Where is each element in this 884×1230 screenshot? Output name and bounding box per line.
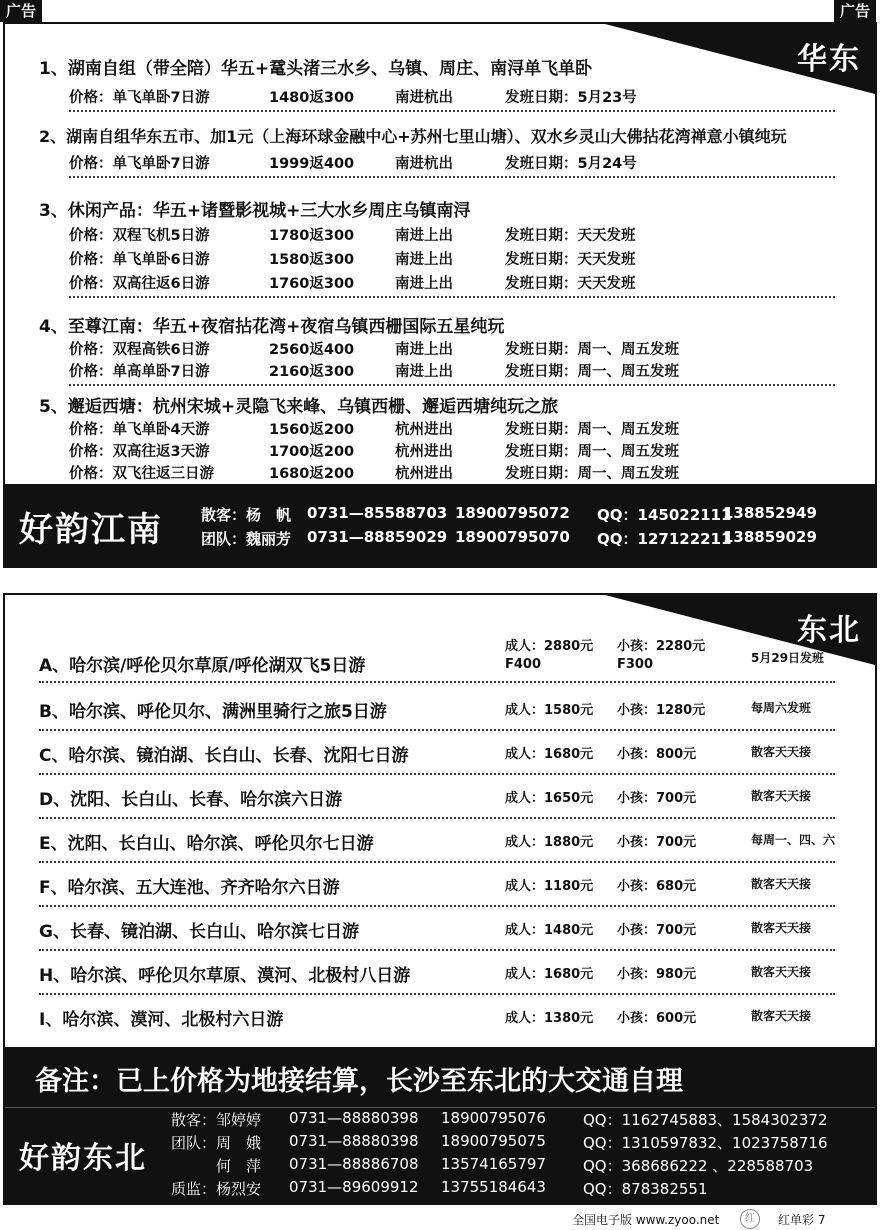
price-value: 2160返300 [269,364,355,380]
child-price: 小孩：700元 [617,835,697,850]
package-label: 价格：双程飞机5日游 [69,228,210,244]
child-price: 小孩：700元 [617,791,697,806]
departure-note: 散客天天接 [751,877,812,891]
child-price: 小孩：680元 [617,879,697,894]
qq: QQ：1162745883、1584302372 [583,1111,828,1129]
adult-return: F400 [505,657,542,672]
region-title: 东北 [797,613,861,648]
entry-exit: 南进杭出 [395,156,453,172]
route-title: B、哈尔滨、呼伦贝尔、满洲里骑行之旅5日游 [39,702,387,722]
child-price: 小孩：980元 [617,967,697,982]
ad-label-left: 广告 [0,0,42,22]
package-label: 价格：双程高铁6日游 [69,342,210,358]
brand-name: 好韵江南 [19,510,163,550]
departure-note: 散客天天接 [751,789,812,803]
entry-exit: 南进上出 [395,228,453,244]
adult-price: 成人：1580元 [505,703,594,718]
adult-price: 成人：2880元 [505,639,594,654]
package-label: 价格：双高往返3天游 [69,444,210,460]
dotted-divider [69,296,835,298]
mobile: 18900795075 [441,1132,546,1150]
departure-date: 发班日期：周一、周五发班 [505,444,679,460]
price-value: 1580返300 [269,252,355,268]
departure-note: 5月29日发班 [751,651,825,665]
contact-name: 团队：周 娥 [171,1134,262,1152]
northeast-ad [3,593,877,1205]
entry-exit: 杭州进出 [395,422,453,438]
dotted-divider [39,681,835,683]
mobile: 18900795072 [455,504,570,522]
remark-text: 备注：已上价格为地接结算，长沙至东北的大交通自理 [35,1066,683,1097]
price-value: 1999返400 [269,156,355,172]
departure-note: 散客天天接 [751,745,812,759]
qq-extra: 138852949 [723,504,817,522]
route-title: 1、湖南自组（带全陪）华五+鼋头渚三水乡、乌镇、周庄、南浔单飞单卧 [39,59,593,79]
package-label: 价格：单高单卧7日游 [69,364,210,380]
brand-name: 好韵东北 [19,1141,147,1176]
phone: 0731—88880398 [289,1109,419,1127]
departure-date: 发班日期：周一、周五发班 [505,364,679,380]
price-value: 1560返200 [269,422,355,438]
route-title: 2、湖南自组华东五市、加1元（上海环球金融中心+苏州七里山塘）、双水乡灵山大佛拈花湾禅意小镇纯玩 [39,127,787,146]
phone: 0731—88886708 [289,1155,419,1173]
departure-date: 发班日期：周一、周五发班 [505,422,679,438]
departure-date: 发班日期：周一、周五发班 [505,466,679,482]
package-label: 价格：单飞单卧6日游 [69,252,210,268]
price-value: 1700返200 [269,444,355,460]
dotted-divider [39,773,835,775]
phone: 0731—88859029 [307,528,448,546]
departure-note: 每周一、四、六 [751,833,836,847]
contact-name: 质监：杨烈安 [171,1180,262,1198]
dotted-divider [39,905,835,907]
route-title: D、沈阳、长白山、长春、哈尔滨六日游 [39,790,343,810]
east-china-ad [3,22,877,568]
adult-price: 成人：1180元 [505,879,594,894]
east-contact-footer [5,484,875,566]
adult-price: 成人：1480元 [505,923,594,938]
child-price: 小孩：600元 [617,1011,697,1026]
child-price: 小孩：2280元 [617,639,706,654]
entry-exit: 南进上出 [395,364,453,380]
qq: QQ：368686222 、228588703 [583,1157,814,1175]
entry-exit: 南进上出 [395,342,453,358]
price-value: 1680返200 [269,466,355,482]
departure-date: 发班日期：天天发班 [505,276,636,292]
package-label: 价格：双飞往返三日游 [69,466,214,482]
route-title: F、哈尔滨、五大连池、齐齐哈尔六日游 [39,878,340,898]
route-title: G、长春、镜泊湖、长白山、哈尔滨七日游 [39,922,359,942]
adult-price: 成人：1880元 [505,835,594,850]
phone: 0731—89609912 [289,1178,419,1196]
package-label: 价格：双高往返6日游 [69,276,210,292]
adult-price: 成人：1650元 [505,791,594,806]
price-value: 1780返300 [269,228,355,244]
price-value: 1480返300 [269,90,355,106]
contact-name: 团队：魏丽芳 [201,530,292,548]
dotted-divider [69,384,835,386]
dotted-divider [69,110,835,112]
departure-date: 发班日期：天天发班 [505,252,636,268]
page-number: 红单彩 7 [778,1213,826,1227]
northeast-contact-footer [5,1047,875,1203]
qq: QQ：127122211 [597,530,732,548]
entry-exit: 杭州进出 [395,444,453,460]
route-title: C、哈尔滨、镜泊湖、长白山、长春、沈阳七日游 [39,746,409,766]
dotted-divider [69,176,835,178]
dotted-divider [39,993,835,995]
route-row [5,999,875,1043]
entry-exit: 南进杭出 [395,90,453,106]
dotted-divider [39,729,835,731]
dotted-divider [39,817,835,819]
entry-exit: 杭州进出 [395,466,453,482]
route-title: H、哈尔滨、呼伦贝尔草原、漠河、北极村八日游 [39,966,411,986]
route-title: A、哈尔滨/呼伦贝尔草原/呼伦湖双飞5日游 [39,656,366,676]
route-title: 3、休闲产品：华五+诸暨影视城+三大水乡周庄乌镇南浔 [39,201,471,221]
ad-label-right: 广告 [834,0,876,22]
mobile: 18900795070 [455,528,570,546]
region-title: 华东 [797,42,861,77]
departure-date: 发班日期：天天发班 [505,228,636,244]
adult-price: 成人：1680元 [505,747,594,762]
departure-note: 散客天天接 [751,965,812,979]
child-return: F300 [617,657,654,672]
mobile: 13755184643 [441,1178,546,1196]
qq: QQ：145022111 [597,506,732,524]
mobile: 13574165797 [441,1155,546,1173]
route-title: 5、邂逅西塘：杭州宋城+灵隐飞来峰、乌镇西栅、邂逅西塘纯玩之旅 [39,397,559,417]
package-label: 价格：单飞单卧4天游 [69,422,210,438]
qq-extra: 138859029 [723,528,817,546]
adult-price: 成人：1380元 [505,1011,594,1026]
phone: 0731—85588703 [307,504,448,522]
mobile: 18900795076 [441,1109,546,1127]
package-label: 价格：单飞单卧7日游 [69,156,210,172]
route-title: E、沈阳、长白山、哈尔滨、呼伦贝尔七日游 [39,834,374,854]
route-title: I、哈尔滨、漠河、北极村六日游 [39,1010,284,1030]
entry-exit: 南进上出 [395,276,453,292]
route-title: 4、至尊江南：华五+夜宿拈花湾+夜宿乌镇西栅国际五星纯玩 [39,317,505,337]
dotted-divider [39,949,835,951]
phone: 0731—88880398 [289,1132,419,1150]
departure-note: 散客天天接 [751,1009,812,1023]
page-footer [0,1208,884,1230]
adult-price: 成人：1680元 [505,967,594,982]
departure-note: 散客天天接 [751,921,812,935]
child-price: 小孩：800元 [617,747,697,762]
dotted-divider [39,861,835,863]
qq: QQ：878382551 [583,1180,708,1198]
contact-name: 散客：邹婷婷 [171,1111,262,1129]
departure-date: 发班日期：5月24号 [505,156,637,172]
edition-text: 全国电子版 www.zyoo.net [572,1213,720,1227]
departure-date: 发班日期：5月23号 [505,90,637,106]
departure-note: 每周六发班 [751,701,812,715]
child-price: 小孩：700元 [617,923,697,938]
price-value: 1760返300 [269,276,355,292]
departure-date: 发班日期：周一、周五发班 [505,342,679,358]
qq: QQ：1310597832、1023758716 [583,1134,828,1152]
contact-name: 散客：杨 帆 [201,506,292,524]
seal-mark: 红 [740,1209,760,1229]
package-label: 价格：单飞单卧7日游 [69,90,210,106]
contact-name: 何 萍 [171,1157,262,1175]
price-value: 2560返400 [269,342,355,358]
child-price: 小孩：1280元 [617,703,706,718]
entry-exit: 南进上出 [395,252,453,268]
